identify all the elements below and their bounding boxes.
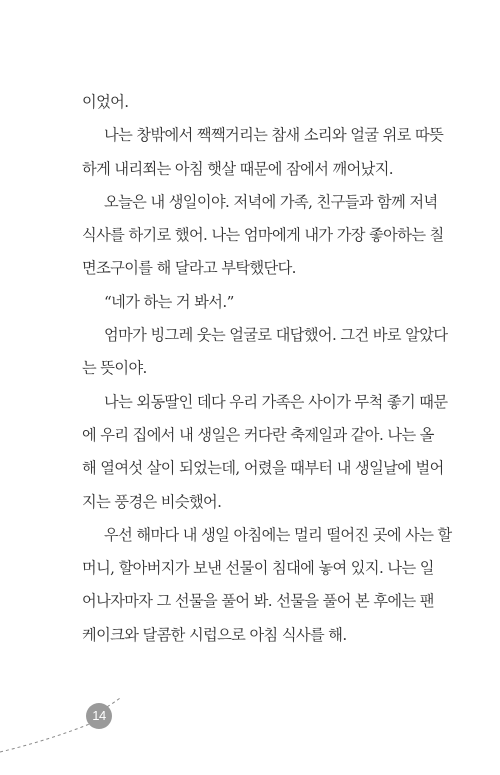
- dashed-decoration-line: [0, 690, 500, 775]
- page-footer: [0, 690, 500, 775]
- text-line: 케이크와 달콤한 시럽으로 아침 식사를 해.: [82, 625, 347, 644]
- text-line: 에 우리 집에서 내 생일은 커다란 축제일과 같아. 나는 올: [82, 425, 434, 444]
- text-line: 하게 내리쬐는 아침 햇살 때문에 잠에서 깨어났지.: [82, 159, 394, 178]
- text-line: 엄마가 빙그레 웃는 얼굴로 대답했어. 그건 바로 알았다: [104, 326, 448, 345]
- text-line: 우선 해마다 내 생일 아침에는 멀리 떨어진 곳에 사는 할: [104, 525, 452, 544]
- page-number: 14: [86, 703, 112, 729]
- text-line: 식사를 하기로 했어. 나는 엄마에게 내가 가장 좋아하는 칠: [82, 226, 444, 245]
- text-line: 오늘은 내 생일이야. 저녁에 가족, 친구들과 함께 저녁: [104, 192, 438, 211]
- text-line: 면조구이를 해 달라고 부탁했단다.: [82, 259, 296, 278]
- body-text: [82, 86, 452, 652]
- text-line: 어나자마자 그 선물을 풀어 봐. 선물을 풀어 본 후에는 팬: [82, 592, 434, 611]
- text-line: 머니, 할아버지가 보낸 선물이 침대에 놓여 있지. 나는 일: [82, 559, 434, 578]
- text-line: 는 뜻이야.: [82, 359, 147, 378]
- text-line: 지는 풍경은 비슷했어.: [82, 492, 222, 511]
- text-line: 나는 창밖에서 짹짹거리는 참새 소리와 얼굴 위로 따뜻: [104, 126, 444, 145]
- text-line: 나는 외동딸인 데다 우리 가족은 사이가 무척 좋기 때문: [104, 392, 448, 411]
- text-line: 이었어.: [82, 93, 129, 111]
- dialogue-line: “네가 하는 거 봐서.”: [104, 292, 234, 311]
- text-line: 해 열여섯 살이 되었는데, 어렸을 때부터 내 생일날에 벌어: [82, 459, 444, 478]
